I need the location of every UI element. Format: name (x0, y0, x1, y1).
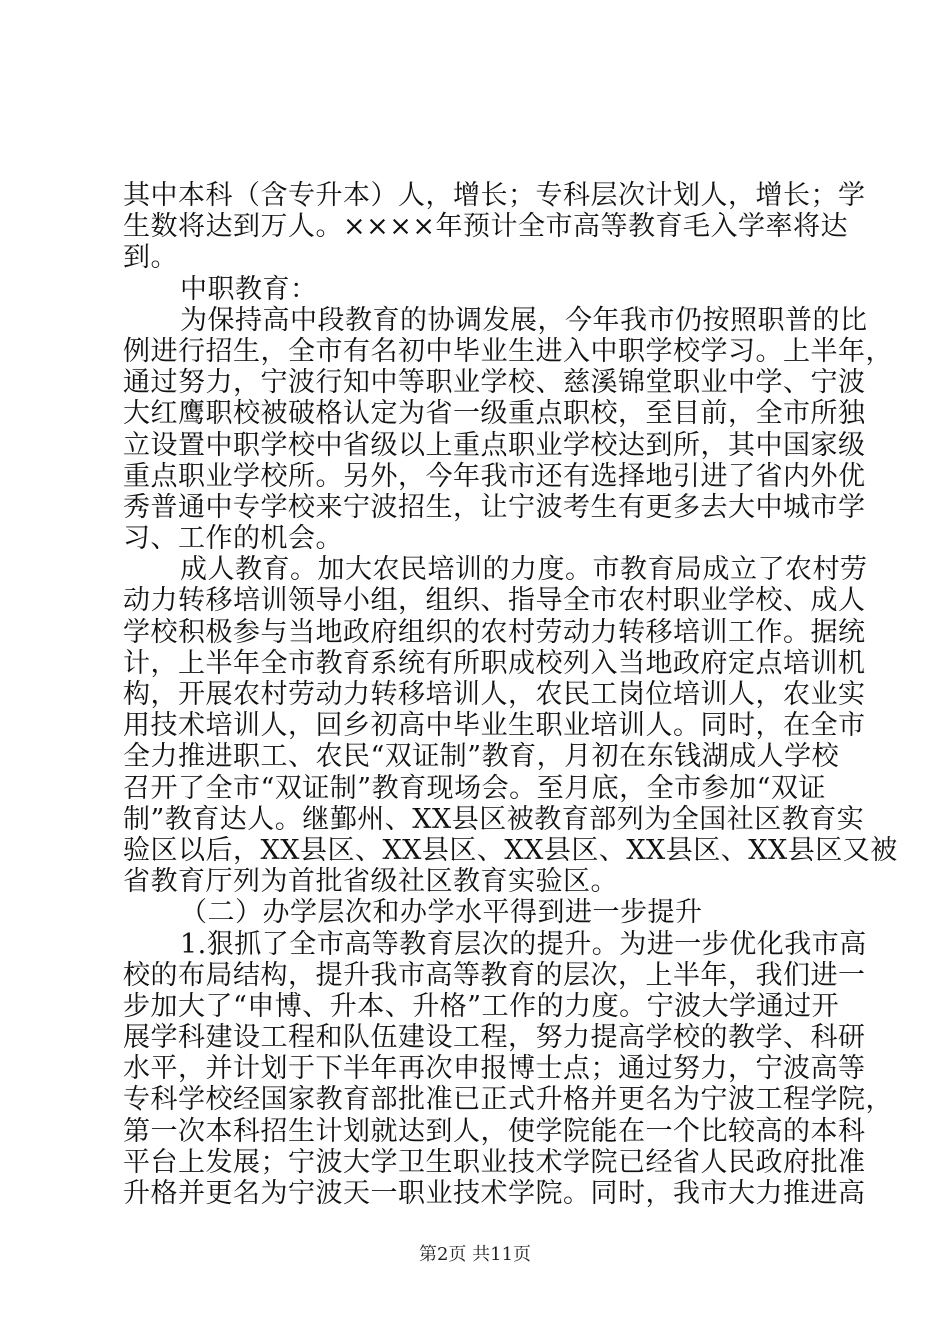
text-line: 展学科建设工程和队伍建设工程，努力提高学校的教学、科研 (123, 1022, 866, 1053)
text-line: 全力推进职工、农民“双证制”教育，月初在东钱湖成人学校 (123, 741, 840, 772)
text-line: 省教育厅列为首批省级社区教育实验区。 (123, 866, 618, 897)
text-line: 计，上半年全市教育系统有所职成校列入当地政府定点培训机 (123, 648, 866, 679)
text-line: 其中本科（含专升本）人，增长；专科层次计划人，增长；学 (123, 180, 866, 211)
text-line: 验区以后，XX县区、XX县区、XX县区、XX县区、XX县区又被 (123, 835, 898, 866)
text-line: 为保持高中段教育的协调发展，今年我市仍按照职普的比 (180, 305, 868, 336)
section-heading: （二）办学层次和办学水平得到进一步提升 (180, 897, 703, 928)
text-line: 习、工作的机会。 (123, 523, 343, 554)
text-line: 制”教育达人。继鄞州、XX县区被教育部列为全国社区教育实 (123, 804, 865, 835)
text-line: 构，开展农村劳动力转移培训人，农民工岗位培训人，农业实 (123, 679, 866, 710)
text-line: 平台上发展；宁波大学卫生职业技术学院已经省人民政府批准 (123, 1147, 866, 1178)
text-line: 第一次本科招生计划就达到人，使学院能在一个比较高的本科 (123, 1116, 866, 1147)
text-line: 秀普通中专学校来宁波招生，让宁波考生有更多去大中城市学 (123, 492, 866, 523)
text-line: 召开了全市“双证制”教育现场会。至月底，全市参加“双证 (123, 773, 826, 804)
text-line: 重点职业学校所。另外，今年我市还有选择地引进了省内外优 (123, 461, 866, 492)
text-line: 大红鹰职校被破格认定为省一级重点职校，至目前，全市所独 (123, 398, 866, 429)
text-line: 专科学校经国家教育部批准已正式升格并更名为宁波工程学院， (123, 1084, 893, 1115)
text-line: 1.狠抓了全市高等教育层次的提升。为进一步优化我市高 (180, 929, 867, 960)
section-heading: 中职教育： (180, 274, 318, 305)
text-line: 例进行招生，全市有名初中毕业生进入中职学校学习。上半年， (123, 336, 893, 367)
text-line: 成人教育。加大农民培训的力度。市教育局成立了农村劳 (180, 554, 868, 585)
text-line: 通过努力，宁波行知中等职业学校、慈溪锦堂职业中学、宁波 (123, 367, 866, 398)
text-line: 动力转移培训领导小组，组织、指导全市农村职业学校、成人 (123, 585, 866, 616)
text-line: 立设置中职学校中省级以上重点职业学校达到所，其中国家级 (123, 430, 866, 461)
text-line: 校的布局结构，提升我市高等教育的层次，上半年，我们进一 (123, 960, 866, 991)
text-line: 步加大了“申博、升本、升格”工作的力度。宁波大学通过开 (123, 991, 840, 1022)
text-line: 到。 (123, 242, 178, 273)
text-line: 水平，并计划于下半年再次申报博士点；通过努力，宁波高等 (123, 1053, 866, 1084)
text-line: 生数将达到万人。××××年预计全市高等教育毛入学率将达 (123, 211, 848, 242)
text-line: 用技术培训人，回乡初高中毕业生职业培训人。同时，在全市 (123, 710, 866, 741)
text-line: 学校积极参与当地政府组织的农村劳动力转移培训工作。据统 (123, 617, 866, 648)
text-line: 升格并更名为宁波天一职业技术学院。同时，我市大力推进高 (123, 1178, 866, 1209)
page-footer: 第2页 共11页 (418, 1244, 532, 1265)
